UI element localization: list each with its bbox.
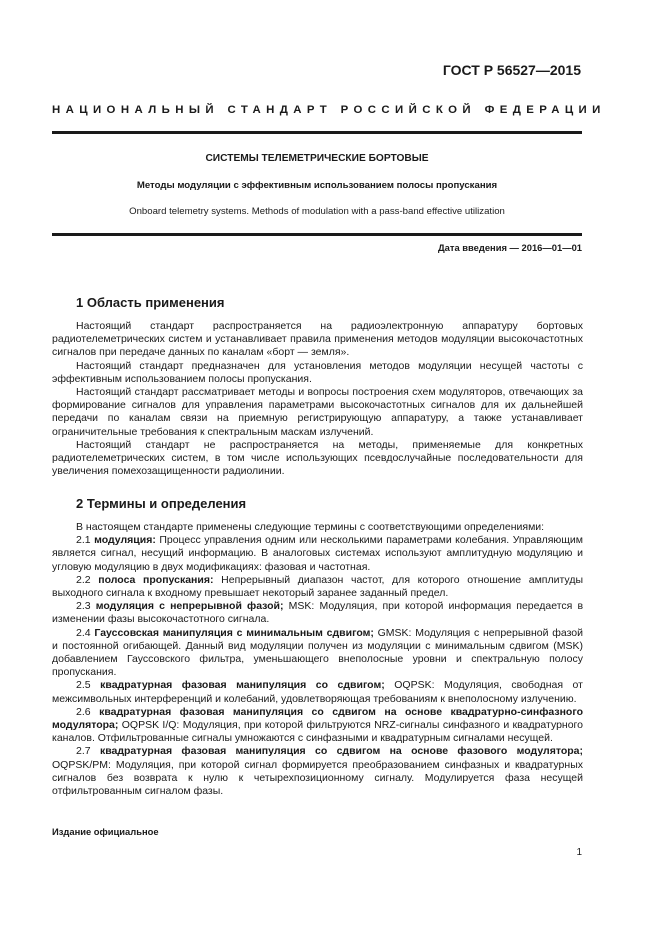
term-entry: [52, 534, 583, 574]
national-standard-label: НАЦИОНАЛЬНЫЙ СТАНДАРТ РОССИЙСКОЙ ФЕДЕРАЦИИ: [52, 104, 606, 116]
term-definition: OQPSK/PM: Модуляция, при которой сигнал формируется преобразованием синфазных и квадратурных сигналов без возврата к нулю к четырехпозиционному сигналу. Модулируется фаза несущей отфильтрованным сигналом фазы.: [52, 758, 583, 798]
term-entry: [52, 600, 583, 626]
section-1-heading: 1 Область применения: [76, 295, 225, 310]
term-entry: [52, 706, 583, 746]
introduction-date: Дата введения — 2016—01—01: [437, 242, 582, 253]
term-definition: MSK: Модуляция, при которой информация передается в изменении фазы высокочастотного сигнала.: [52, 600, 584, 626]
section-2-body: [52, 521, 583, 798]
paragraph: Настоящий стандарт рассматривает методы и вопросы построения схем модуляторов, отвечающих за формирование сигналов для управления параметрами высокочастотных сигналов для их дальнейшей передачи по каналам связи на приемную регистрирующую аппаратуру, а также устанавливает ограничительные требования к спектральным маскам излучений.: [52, 386, 583, 438]
term-number: 2.3: [76, 600, 91, 613]
section-2-heading: 2 Термины и определения: [76, 496, 247, 511]
term-name: квадратурная фазовая манипуляция со сдвигом на основе фазового модулятора;: [99, 745, 584, 758]
term-number: 2.6: [76, 705, 91, 718]
term-name: квадратурная фазовая манипуляция со сдвигом;: [100, 679, 385, 692]
standard-code: ГОСТ Р 56527—2015: [442, 62, 581, 78]
paragraph: Настоящий стандарт предназначен для установления методов модуляции несущей частоты с эффективным использованием полосы пропускания.: [52, 359, 583, 385]
document-subtitle: Методы модуляции с эффективным использованием полосы пропускания: [136, 180, 498, 191]
document-title: СИСТЕМЫ ТЕЛЕМЕТРИЧЕСКИЕ БОРТОВЫЕ: [205, 153, 429, 164]
term-name: полоса пропускания:: [98, 573, 214, 586]
edition-label: Издание официальное: [52, 826, 159, 837]
term-name: модуляция с непрерывной фазой;: [95, 600, 284, 613]
term-number: 2.2: [76, 573, 91, 586]
term-number: 2.5: [76, 679, 91, 692]
term-definition: Непрерывный диапазон частот, для которого отношение амплитуды выходного сигнала к входному превышает некоторый заранее заданный предел.: [52, 573, 583, 600]
term-entry: [52, 574, 583, 600]
title-rule: [52, 233, 582, 236]
document-english-title: Onboard telemetry systems. Methods of modulation with a pass-band effective utilization: [129, 206, 505, 217]
term-name: модуляция:: [94, 534, 156, 547]
section-2-intro: В настоящем стандарте применены следующие термины с соответствующими определениями:: [76, 521, 545, 533]
term-definition: OQPSK I/Q: Модуляция, при которой фильтруются NRZ-сигналы синфазного и квадратурного каналов. Отфильтрованные сигналы умножаются с синфазными и квадратурным сигналами несущей.: [52, 719, 583, 745]
term-number: 2.7: [76, 745, 91, 758]
term-entry: [52, 745, 583, 798]
term-definition: GMSK: Модуляция с непрерывной фазой и постоянной огибающей. Данный вид модуляции получен из модуляции с минимальным сдвигом (MSK) добавлением Гауссовского фильтра, уменьшающего внеполосные уровни и спектральную полосу пропускания.: [52, 626, 583, 679]
term-number: 2.1: [76, 534, 91, 547]
paragraph: Настоящий стандарт не распространяется на методы, применяемые для конкретных радиотелеметрических систем, в том числе использующих псевдослучайные последовательности для увеличения помехозащищенности радиолинии.: [52, 438, 583, 478]
page-number: 1: [576, 847, 582, 858]
term-name: квадратурная фазовая манипуляция со сдвигом на основе квадратурно-синфазного модулятора;: [52, 705, 583, 732]
term-entry: [52, 679, 583, 705]
section-1-body: [52, 320, 583, 478]
term-definition: Процесс управления одним или несколькими параметрами колебания. Управляющим является сигнал, несущий информацию. В аналоговых системах используют амплитудную модуляцию и угловую модуляцию в двух модификациях: фазовая и частотная.: [52, 534, 584, 573]
top-rule: [52, 131, 582, 134]
term-number: 2.4: [76, 626, 91, 639]
paragraph: Настоящий стандарт распространяется на радиоэлектронную аппаратуру бортовых радиотелеметрических систем и устанавливает правила применения методов модуляции высокочастотных сигналов при передаче данных по каналам «борт — земля».: [52, 320, 583, 359]
term-definition: OQPSK: Модуляция, свободная от межсимвольных интерференций и колебаний, удовлетворяющая требованиям к внеполосному излучению.: [52, 679, 583, 705]
term-name: Гауссовская манипуляция с минимальным сдвигом;: [94, 626, 374, 639]
term-entry: [52, 627, 583, 680]
